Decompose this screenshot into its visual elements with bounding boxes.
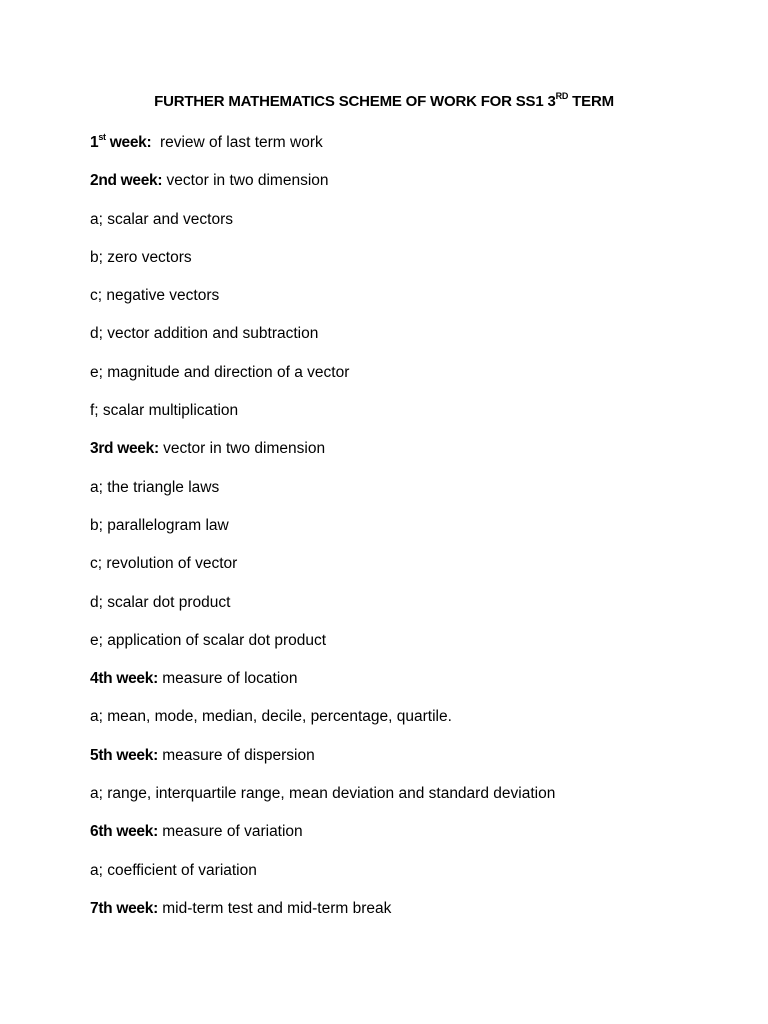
week-1-heading [90, 132, 730, 170]
list-item: c; negative vectors [90, 287, 220, 305]
week-topic: measure of variation [157, 823, 303, 841]
week-3-heading [90, 438, 730, 476]
week-label: 6th week: [90, 823, 158, 841]
week-label: 7th week: [90, 899, 158, 917]
week-topic: measure of dispersion [157, 746, 315, 764]
list-item: a; coefficient of variation [90, 861, 257, 879]
list-item: d; scalar dot product [90, 593, 231, 611]
week-topic: review of last term work [151, 134, 323, 151]
week-4-heading [90, 668, 730, 706]
title-main: FURTHER MATHEMATICS SCHEME OF WORK FOR SS1 3 [154, 93, 556, 110]
list-item: a; range, interquartile range, mean deviation and standard deviation [90, 785, 556, 803]
list-item: c; revolution of vector [90, 555, 238, 573]
page-title [0, 93, 768, 110]
title-superscript: RD [555, 91, 569, 101]
week-label: 1st week: [90, 132, 152, 151]
week-2-heading [90, 170, 730, 208]
list-item: f; scalar multiplication [90, 402, 239, 420]
week-label: 4th week: [90, 670, 158, 688]
week-topic: vector in two dimension [158, 440, 326, 458]
list-item: a; mean, mode, median, decile, percentage, quartile. [90, 708, 452, 726]
list-item: d; vector addition and subtraction [90, 325, 319, 343]
list-item: e; magnitude and direction of a vector [90, 363, 350, 381]
week-6-heading [90, 821, 730, 859]
week-topic: mid-term test and mid-term break [157, 899, 392, 917]
week-topic: vector in two dimension [162, 172, 329, 190]
list-item: a; scalar and vectors [90, 210, 234, 228]
week-topic: measure of location [157, 670, 298, 688]
list-item: e; application of scalar dot product [90, 631, 327, 649]
week-5-heading [90, 745, 730, 783]
week-label: 2nd week: [90, 172, 163, 190]
week-label: 5th week: [90, 746, 158, 764]
week-7-heading [90, 898, 730, 936]
week-label: 3rd week: [90, 440, 159, 458]
list-item: b; zero vectors [90, 248, 192, 266]
list-item: a; the triangle laws [90, 478, 220, 496]
scheme-list [90, 132, 730, 936]
list-item: b; parallelogram law [90, 516, 229, 534]
title-tail: TERM [568, 93, 614, 110]
